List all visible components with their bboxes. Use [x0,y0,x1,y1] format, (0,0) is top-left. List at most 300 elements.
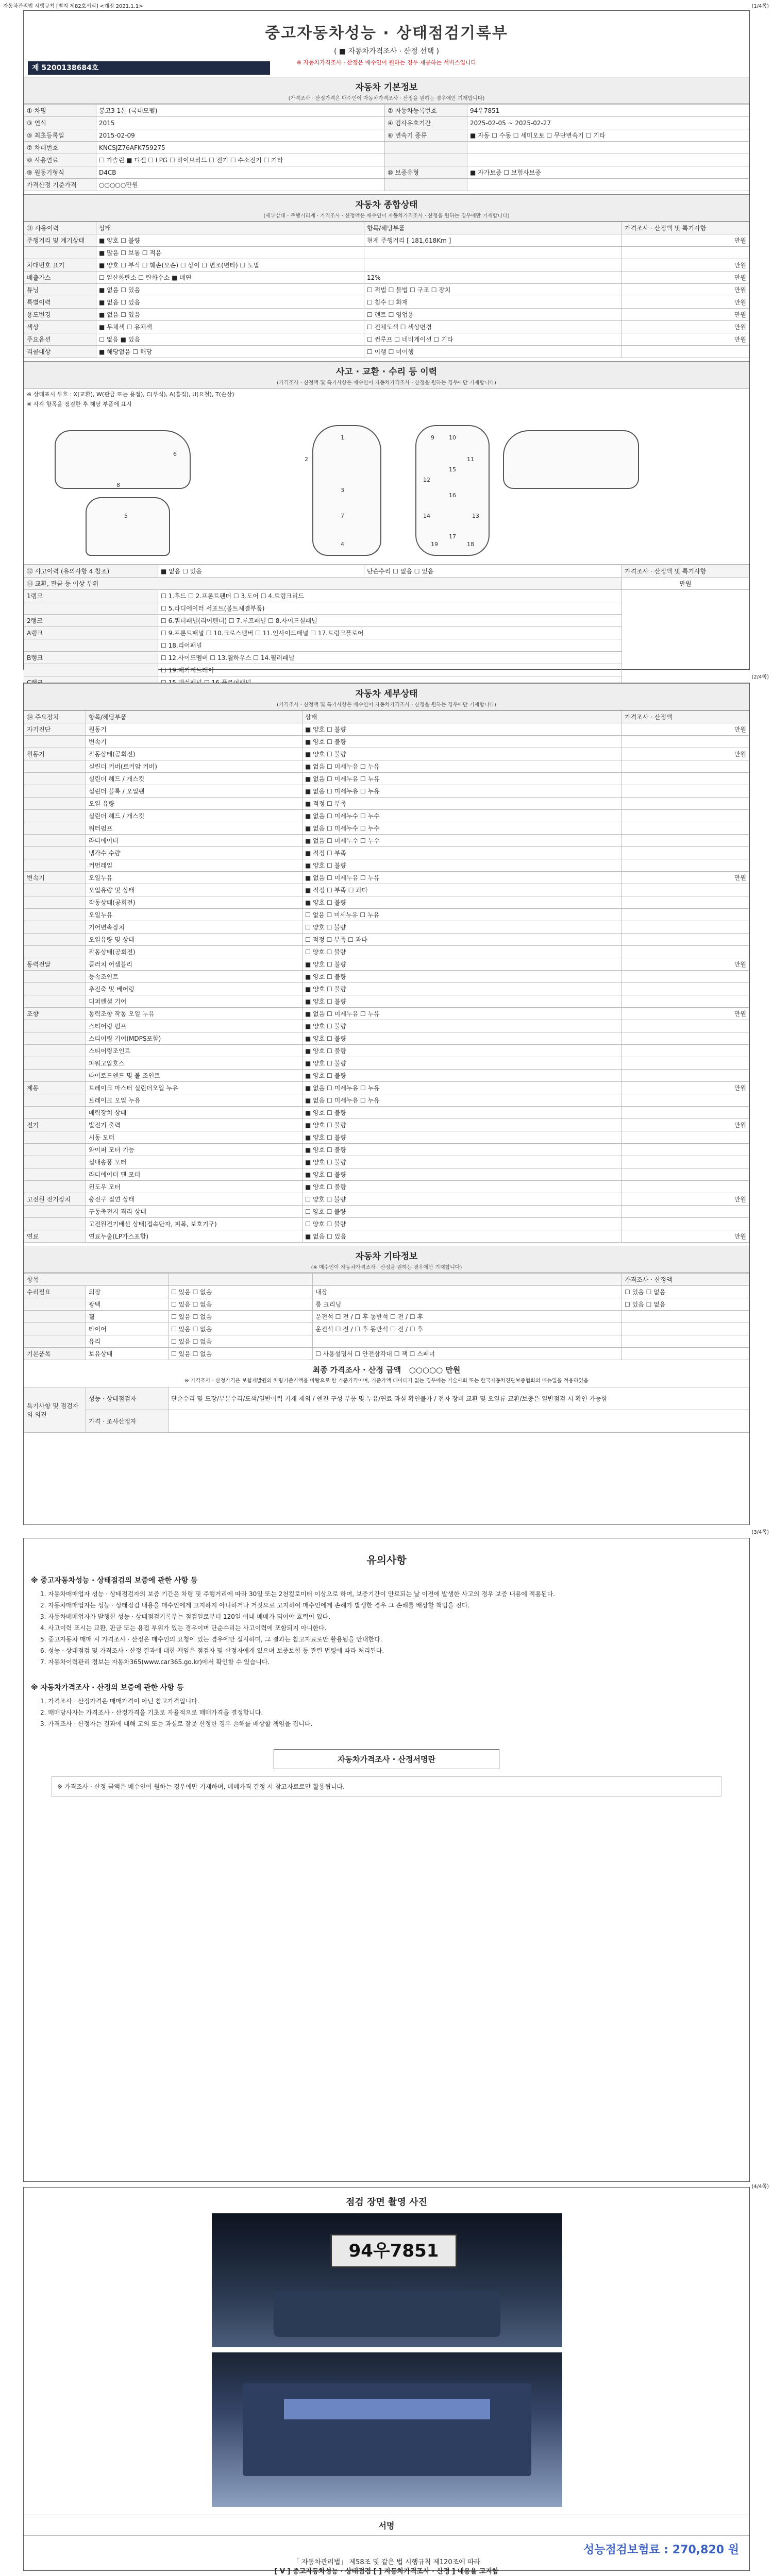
detail-part: 고전원전기배선 상태(접속단자, 피복, 보호기구) [86,1218,303,1230]
basic-info-value: KNCSJZ76AFK759275 [96,142,385,154]
detail-state: ■ 양호 ☐ 불량 [303,1168,622,1181]
detail-row [24,884,749,896]
diagram-label-12: 12 [423,477,430,483]
overall-col-4: 가격조사 · 산정액 및 특기사항 [622,222,749,234]
detail-state: ■ 적정 ☐ 부족 [303,798,622,810]
detail-part: 오일 유량 [86,798,303,810]
basic-info-label-2: ④ 검사유효기간 [385,117,467,129]
overall-item: 배출가스 [24,272,96,284]
detail-part: 시동 모터 [86,1131,303,1144]
detail-row [24,822,749,835]
detail-part: 동력조향 작동 오일 누유 [86,1008,303,1020]
detail-row [24,760,749,773]
basic-info-value: 2015-02-09 [96,129,385,142]
basic-info-value-2 [467,179,749,191]
detail-part: 작동상태(공회전) [86,748,303,760]
overall-item: 특별이력 [24,296,96,309]
detail-row [24,785,749,798]
detail-note [622,1070,749,1082]
overall-note: 만원 [622,321,749,333]
detail-row [24,859,749,872]
other-item: 광택 [86,1298,169,1311]
overall-item: 튜닝 [24,284,96,296]
detail-part: 실린더 커버(로커암 커버) [86,760,303,773]
inspection-photo-2 [212,2352,562,2507]
detail-part: 오일누유 [86,909,303,921]
other-row [24,1298,749,1311]
sign-box-text: ※ 가격조사 · 산정 금액은 매수인이 원하는 경우에만 기재하며, 매매가격 결정 시 참고자료로만 활용됩니다. [52,1776,721,1797]
detail-state: ■ 없음 ☐ 미세누유 ☐ 누유 [303,760,622,773]
detail-group: 제동 [24,1082,86,1094]
accident-legend-1: ※ 상태표시 부호 : X(교환), W(판금 또는 용접), C(부식), A(흠집), U(요철), T(손상) [27,391,234,398]
document-subtitle: ( ■ 자동차가격조사 · 산정 선택 ) [333,47,440,56]
basic-info-label: ① 차명 [24,105,96,117]
diagram-label-3: 3 [341,487,344,494]
detail-note: 만원 [622,872,749,884]
other-state-2 [622,1311,749,1323]
basic-info-row [24,142,749,154]
special-appraiser-label: 가격 · 조사산정자 [86,1410,169,1433]
detail-row [24,934,749,946]
detail-group [24,896,86,909]
overall-col-1: ⑪ 사용이력 [24,222,96,234]
basic-info-label-2: ⑥ 변속기 종류 [385,129,467,142]
diagram-label-2: 2 [305,456,308,463]
overall-item: 리콜대상 [24,346,96,358]
overall-note: 만원 [622,309,749,321]
final-price-note: ※ 가격조사 · 산정가격은 보험개발원의 차량기준가액을 바탕으로 한 기준가격이며, 기준가액 데이터가 없는 경우에는 기술사회 또는 한국자동차진단보증협회의 매뉴얼을 적용하였음 [184,1378,589,1384]
detail-state: ■ 양호 ☐ 불량 [303,995,622,1008]
detail-note: 만원 [622,1008,749,1020]
overall-state: ■ 해당없음 ☐ 해당 [96,346,364,358]
overall-row [24,333,749,346]
rank-items: ☐ 5.라디에이터 서포트(볼트체결부품) [158,602,622,615]
detail-note [622,1094,749,1107]
detail-group [24,810,86,822]
overall-detail: ☐ 적법 ☐ 불법 ☐ 구조 ☐ 장치 [364,284,622,296]
diagram-label-6: 6 [173,451,177,457]
overall-item: 차대번호 표기 [24,259,96,272]
page-number-2: (2/4쪽) [751,674,769,680]
detail-group [24,736,86,748]
special-appraiser-text [169,1410,749,1433]
detail-group [24,971,86,983]
detail-note [622,1218,749,1230]
special-table [24,1387,749,1433]
detail-note: 만원 [622,723,749,736]
detail-row [24,1144,749,1156]
detail-state: ■ 양호 ☐ 불량 [303,1020,622,1032]
other-state: ☐ 있음 ☐ 없음 [169,1286,313,1298]
detail-note [622,884,749,896]
overall-state: ■ 양호 ☐ 부식 ☐ 훼손(오손) ☐ 상이 ☐ 변조(변타) ☐ 도말 [96,259,364,272]
rank-row [24,652,749,664]
overall-detail: ☐ 침수 ☐ 화재 [364,296,622,309]
detail-row [24,1218,749,1230]
notice-item: 7. 자동차이력관리 정보는 자동차365(www.car365.go.kr)에서 확인할 수 있습니다. [40,1658,270,1666]
diagram-label-10: 10 [449,434,456,441]
detail-group [24,934,86,946]
detail-state: ■ 양호 ☐ 불량 [303,1131,622,1144]
rank-label: 2랭크 [24,615,158,627]
rank-row [24,639,749,652]
detail-note [622,946,749,958]
sign-label: 서명 [24,2515,749,2536]
diagram-label-11: 11 [467,456,474,463]
detail-note [622,1144,749,1156]
detail-row [24,810,749,822]
detail-group [24,859,86,872]
detail-state: ■ 없음 ☐ 미세누유 ☐ 누유 [303,872,622,884]
detail-part: 오일유량 및 상태 [86,934,303,946]
other-item-2: 내장 [313,1286,622,1298]
other-state-2: ☐ 있음 ☐ 없음 [622,1286,749,1298]
detail-group [24,1070,86,1082]
detail-group: 동력전달 [24,958,86,971]
detail-group [24,1107,86,1119]
basic-info-label: ⑨ 원동기형식 [24,166,96,179]
detail-note [622,1032,749,1045]
rank-row [24,615,749,627]
detail-part: 실린더 블록 / 오일팬 [86,785,303,798]
detail-note: 만원 [622,1193,749,1206]
detail-part: 클러치 어셈블리 [86,958,303,971]
other-item: 유리 [86,1335,169,1348]
diagram-label-19: 19 [431,541,438,548]
basic-info-label: 가격산정 기준가격 [24,179,96,191]
detail-part: 오일유량 및 상태 [86,884,303,896]
detail-row [24,748,749,760]
basic-info-label: ⑦ 차대번호 [24,142,96,154]
detail-note [622,1181,749,1193]
overall-table [24,222,749,358]
detail-part: 디퍼렌셜 기어 [86,995,303,1008]
detail-note: 만원 [622,1082,749,1094]
overall-note: 만원 [622,234,749,247]
detail-heading: 자동차 세부상태 (가격조사 · 산정액 및 특기사항은 매수인이 자동차가격조사 · 산정을 원하는 경우에만 기재합니다) [24,683,749,710]
detail-group [24,822,86,835]
other-header-row [24,1274,749,1286]
detail-part: 기어변속장치 [86,921,303,934]
detail-group [24,1156,86,1168]
detail-state: ■ 없음 ☐ 미세누수 ☐ 누수 [303,822,622,835]
notice-section-1: ※ 중고자동차성능 · 상태점검의 보증에 관한 사항 등 [31,1577,198,1585]
rank-items: ☐ 18.리어패널 [158,639,622,652]
basic-info-value-2 [467,154,749,166]
detail-row [24,1181,749,1193]
other-row [24,1348,749,1360]
form-reference-bar [0,0,773,9]
detail-part: 워터펌프 [86,822,303,835]
rank-row [24,627,749,639]
rank-label [24,664,158,676]
detail-part: 발전기 출력 [86,1119,303,1131]
detail-row [24,1045,749,1057]
detail-row [24,1008,749,1020]
page-number: (1/4쪽) [751,4,769,9]
overall-note: 만원 [622,333,749,346]
overall-col-2: 상태 [96,222,364,234]
windshield [284,2399,490,2419]
detail-part: 작동상태(공회전) [86,946,303,958]
notice-item: 5. 중고자동차 매매 시 가격조사 · 산정은 매수인의 요청이 있는 경우에만 실시하며, 그 결과는 참고자료로만 활용됨을 안내한다. [40,1636,382,1643]
detail-part: 등속조인트 [86,971,303,983]
detail-state: ■ 양호 ☐ 불량 [303,1144,622,1156]
simple-repair: 단순수리 ☐ 없음 ☐ 있음 [364,565,622,578]
overall-row [24,346,749,358]
overall-detail: 현재 주행거리 [ 181,618Km ] [364,234,622,247]
detail-note [622,995,749,1008]
final-price: 최종 가격조사 · 산정 금액 ○○○○○ 만원 [312,1365,461,1375]
detail-note: 만원 [622,958,749,971]
basic-info-row [24,179,749,191]
detail-note [622,921,749,934]
detail-state: ■ 없음 ☐ 미세누유 ☐ 누유 [303,785,622,798]
rank-items: ☐ 9.프론트패널 ☐ 10.크로스멤버 ☐ 11.인사이드패널 ☐ 17.트렁크플로어 [158,627,622,639]
detail-group [24,884,86,896]
overall-item: 주행거리 및 계기상태 [24,234,96,247]
basic-info-row [24,154,749,166]
other-col-2 [169,1274,313,1286]
diagram-label-17: 17 [449,533,456,540]
detail-row [24,1094,749,1107]
overall-detail: ☐ 썬루프 ☐ 네비게이션 ☐ 기타 [364,333,622,346]
rank-label [24,639,158,652]
detail-note [622,785,749,798]
diagram-label-15: 15 [449,466,456,473]
detail-group: 변속기 [24,872,86,884]
overall-row [24,321,749,333]
car-damage-diagram [24,410,749,565]
detail-note [622,760,749,773]
accident-legend-2: ※ 각각 항목을 점검한 후 해당 부품에 표시 [27,401,132,408]
overall-row [24,234,749,247]
other-item: 보유상태 [86,1348,169,1360]
other-state: ☐ 있음 ☐ 없음 [169,1335,313,1348]
detail-state: ■ 양호 ☐ 불량 [303,1070,622,1082]
detail-note [622,847,749,859]
truck-bumper [274,2291,500,2337]
other-item: 타이어 [86,1323,169,1335]
other-group [24,1323,86,1335]
detail-group [24,1144,86,1156]
detail-note [622,859,749,872]
basic-info-label-2 [385,154,467,166]
detail-group: 전기 [24,1119,86,1131]
detail-group [24,1131,86,1144]
overall-row [24,247,749,259]
detail-note [622,1168,749,1181]
detail-note [622,773,749,785]
basic-info-row [24,166,749,179]
detail-row [24,921,749,934]
other-heading: 자동차 기타정보 (※ 매수인이 자동차가격조사 · 산정을 원하는 경우에만 기재합니다) [24,1246,749,1273]
detail-group [24,773,86,785]
detail-row [24,1119,749,1131]
overall-state: ■ 양호 ☐ 불량 [96,234,364,247]
basic-info-table [24,104,749,191]
other-col-1: 항목 [24,1274,169,1286]
basic-info-heading: 자동차 기본정보 (가격조사 · 산정가격은 매수인이 자동차가격조사 · 산정을 원하는 경우에만 기재합니다) [24,77,749,104]
detail-group [24,835,86,847]
other-group: 기본품목 [24,1348,86,1360]
detail-state: ■ 없음 ☐ 미세누유 ☐ 누유 [303,773,622,785]
detail-part: 스티어링조인트 [86,1045,303,1057]
rank-items: ☐ 19.패키지트레이 [158,664,622,676]
rank-label [24,602,158,615]
rank-items: ☐ 12.사이드멤버 ☐ 13.휠하우스 ☐ 14.필러패널 [158,652,622,664]
overall-item: 용도변경 [24,309,96,321]
overall-note: 만원 [622,259,749,272]
detail-group [24,785,86,798]
other-state-2 [622,1323,749,1335]
accident-note: 만원 [622,578,749,590]
detail-state: ■ 없음 ☐ 미세누수 ☐ 누수 [303,810,622,822]
detail-group [24,909,86,921]
other-group [24,1335,86,1348]
rank-row [24,664,749,676]
detail-part: 오일누유 [86,872,303,884]
detail-part: 원동기 [86,723,303,736]
accident-heading: 사고 · 교환 · 수리 등 이력 (가격조사 · 산정액 및 특기사항은 매수인이 자동차가격조사 · 산정을 원하는 경우에만 기재합니다) [24,361,749,388]
detail-state: ■ 양호 ☐ 불량 [303,971,622,983]
accident-history-label: ⑫ 사고이력 (유의사항 4 참조) [24,565,158,578]
detail-part: 배력장치 상태 [86,1107,303,1119]
basic-info-row [24,117,749,129]
detail-state: ■ 양호 ☐ 불량 [303,983,622,995]
other-state: ☐ 있음 ☐ 없음 [169,1348,313,1360]
detail-row [24,946,749,958]
detail-part: 연료누출(LP가스포함) [86,1230,303,1243]
detail-state: ☐ 양호 ☐ 불량 [303,946,622,958]
page-number-3: (3/4쪽) [751,1530,769,1535]
rank-label: 1랭크 [24,590,158,602]
other-item: 휠 [86,1311,169,1323]
basic-info-row [24,105,749,117]
other-col-3 [313,1274,622,1286]
detail-note [622,1131,749,1144]
detail-state: ■ 양호 ☐ 불량 [303,1057,622,1070]
detail-state: ☐ 없음 ☐ 미세누유 ☐ 누유 [303,909,622,921]
detail-row [24,798,749,810]
detail-part: 냉각수 수량 [86,847,303,859]
detail-note [622,810,749,822]
diagram-label-5: 5 [124,513,128,519]
basic-info-value: D4CB [96,166,385,179]
detail-note [622,1045,749,1057]
rank-items: ☐ 6.쿼터패널(리어펜더) ☐ 7.루프패널 ☐ 8.사이드실패널 [158,615,622,627]
detail-row [24,1082,749,1094]
detail-state: ■ 양호 ☐ 불량 [303,1119,622,1131]
detail-part: 브레이크 오일 누유 [86,1094,303,1107]
special-label: 특기사항 및 점검자의 의견 [24,1387,86,1433]
diagram-label-18: 18 [467,541,474,548]
overall-heading: 자동차 종합상태 (세부상태 · 주행거리계 · 가격조사 · 산정액은 매수인이 자동차가격조사 · 산정을 원하는 경우에만 기재합니다) [24,194,749,222]
other-item-2: 룸 크리닝 [313,1298,622,1311]
basic-info-label-2: ⑩ 보증유형 [385,166,467,179]
special-inspector-text: 단순수리 및 도장/부분수리/도색/일반이력 기재 제외 / 엔진 구성 부품 및 누유/연료 과실 확인불가 / 전자 장비 교환 및 오일류 교환/보충은 일반점검 시 확인 가능함 [169,1387,749,1410]
diagram-label-8: 8 [116,482,120,488]
document-number: 제 5200138684호 [28,61,270,75]
notice-item: 2. 매매당사자는 가격조사 · 산정가격을 기초로 자율적으로 매매가격을 결정합니다. [40,1709,263,1716]
detail-part: 윈도우 모터 [86,1181,303,1193]
car-side-left [55,430,191,489]
other-state: ☐ 있음 ☐ 없음 [169,1298,313,1311]
footer-line-2: [ V ] 중고자동차성능 · 상태점검 [ ] 자동차가격조사 · 산정 ] 내용을 고지함 [274,2568,499,2575]
detail-state: ■ 양호 ☐ 불량 [303,1181,622,1193]
diagram-label-14: 14 [423,513,430,519]
other-group [24,1311,86,1323]
detail-table [24,710,749,1243]
detail-group [24,760,86,773]
detail-state: ■ 양호 ☐ 불량 [303,1032,622,1045]
detail-group [24,921,86,934]
other-state: ☐ 있음 ☐ 없음 [169,1311,313,1323]
car-front [86,497,170,556]
basic-info-label-2 [385,142,467,154]
basic-info-value: ☐ 가솔린 ■ 디젤 ☐ LPG ☐ 하이브리드 ☐ 전기 ☐ 수소전기 ☐ 기타 [96,154,385,166]
detail-part: 구동축전지 격리 상태 [86,1206,303,1218]
overall-note: 만원 [622,284,749,296]
detail-group [24,1094,86,1107]
detail-state: ☐ 양호 ☐ 불량 [303,1206,622,1218]
notice-section-2: ※ 자동차가격조사 · 산정의 보증에 관한 사항 등 [31,1684,184,1692]
detail-row [24,847,749,859]
other-row [24,1286,749,1298]
other-state: ☐ 있음 ☐ 없음 [169,1323,313,1335]
detail-row [24,1156,749,1168]
page-2 [23,683,750,1525]
diagram-label-7: 7 [341,513,344,519]
detail-state: ■ 양호 ☐ 불량 [303,896,622,909]
basic-info-value: ○○○○○만원 [96,179,385,191]
detail-state: ■ 없음 ☐ 미세누유 ☐ 누유 [303,1008,622,1020]
detail-note [622,736,749,748]
rank-row [24,602,749,615]
basic-info-label: ⑤ 최초등록일 [24,129,96,142]
basic-info-label: ⑧ 사용연료 [24,154,96,166]
other-group [24,1298,86,1311]
overall-note: 만원 [622,272,749,284]
detail-state: ■ 양호 ☐ 불량 [303,1045,622,1057]
detail-part: 스티어링 펌프 [86,1020,303,1032]
detail-row [24,1107,749,1119]
other-state-2 [622,1348,749,1360]
footer-line-1: 「 자동차관리법」 제58조 및 같은 법 시행규칙 제120조에 따라 [292,2558,481,2566]
detail-row [24,723,749,736]
detail-group [24,1218,86,1230]
detail-state: ☐ 적정 ☐ 부족 ☐ 과다 [303,934,622,946]
overall-item: 색상 [24,321,96,333]
detail-row [24,835,749,847]
detail-row [24,872,749,884]
page-3-notice [23,1538,750,2182]
overall-row [24,309,749,321]
detail-part: 변속기 [86,736,303,748]
detail-group [24,946,86,958]
overall-row [24,272,749,284]
detail-part: 실린더 헤드 / 개스킷 [86,810,303,822]
detail-state: ■ 적정 ☐ 부족 [303,847,622,859]
basic-info-value-2 [467,142,749,154]
basic-info-label-2: ② 자동차등록번호 [385,105,467,117]
overall-detail: ☐ 렌트 ☐ 영업용 [364,309,622,321]
detail-note [622,1156,749,1168]
detail-row [24,1230,749,1243]
detail-row [24,995,749,1008]
detail-group [24,1020,86,1032]
accident-note-header: 가격조사 · 산정액 및 특기사항 [622,565,749,578]
